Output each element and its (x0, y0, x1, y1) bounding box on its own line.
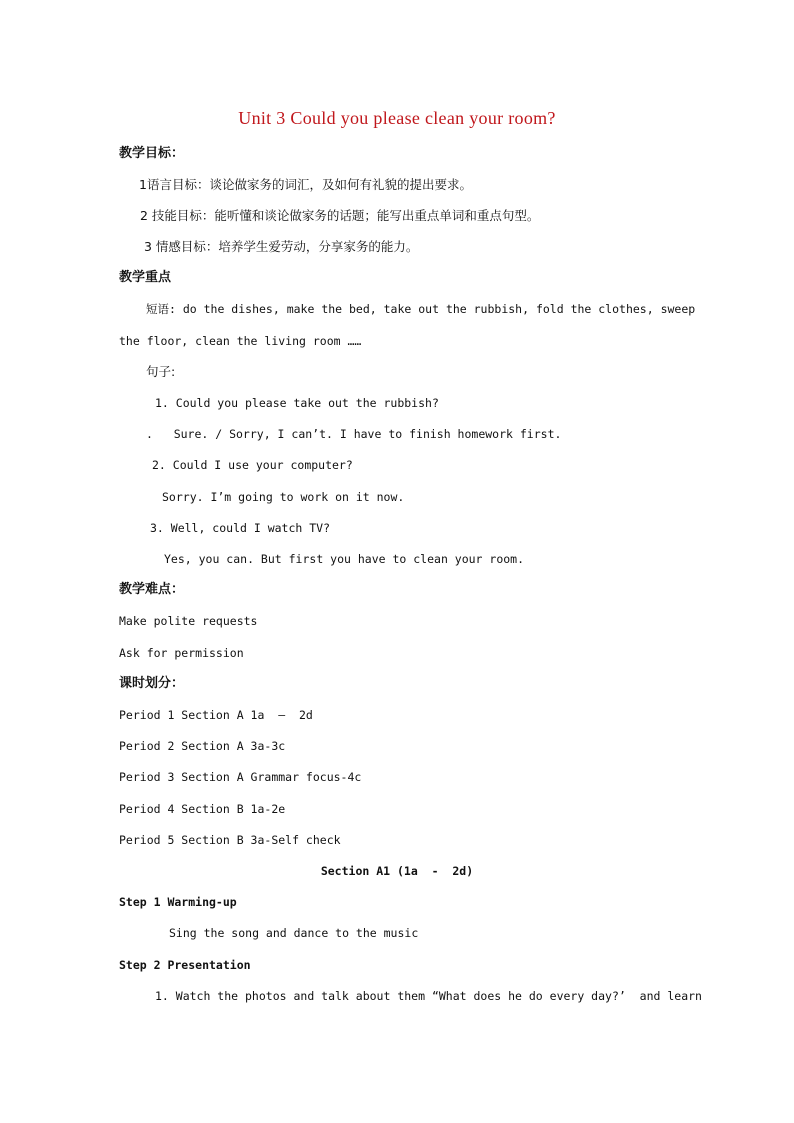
sentence-line: 1. Could you please take out the rubbish? (155, 396, 439, 410)
sentences-label: 句子: (146, 364, 176, 379)
difficulties-heading: 教学难点： (119, 582, 185, 597)
objective-item: 3 情感目标：培养学生爱劳动，分享家务的能力。 (144, 239, 419, 254)
sentence-line: 3. Well, could I watch TV? (150, 521, 331, 535)
section-heading: Section A1 (1a - 2d) (320, 864, 474, 878)
objective-item: 1语言目标：谈论做家务的词汇，及如何有礼貌的提出要求。 (139, 177, 472, 192)
key-points-heading: 教学重点 (119, 270, 172, 285)
period-item: Period 1 Section A 1a – 2d (119, 708, 313, 722)
objective-item: 2 技能目标：能听懂和谈论做家务的话题；能写出重点单词和重点句型。 (140, 208, 540, 223)
period-item: Period 4 Section B 1a-2e (119, 802, 286, 816)
sentence-line: Yes, you can. But first you have to clean your room. (164, 552, 525, 566)
step-text: Sing the song and dance to the music (169, 926, 419, 940)
period-item: Period 3 Section A Grammar focus-4c (119, 770, 362, 784)
difficulty-item: Ask for permission (119, 646, 244, 660)
period-item: Period 2 Section A 3a-3c (119, 739, 286, 753)
periods-heading: 课时划分： (119, 676, 185, 691)
phrases-line: the floor, clean the living room …… (119, 334, 362, 348)
document-title: Unit 3 Could you please clean your room? (238, 108, 556, 128)
step-heading: Step 2 Presentation (119, 958, 251, 972)
difficulty-item: Make polite requests (119, 614, 258, 628)
objectives-heading: 教学目标： (119, 146, 185, 161)
step-text: 1. Watch the photos and talk about them “What does he do every day?’ and learn (155, 989, 702, 1003)
sentence-line: Sorry. I’m going to work on it now. (162, 490, 405, 504)
phrases-line: 短语: do the dishes, make the bed, take out the rubbish, fold the clothes, sweep (146, 302, 696, 316)
sentence-line: . Sure. / Sorry, I can’t. I have to finish homework first. (146, 427, 562, 441)
sentence-line: 2. Could I use your computer? (152, 458, 353, 472)
period-item: Period 5 Section B 3a-Self check (119, 833, 341, 847)
step-heading: Step 1 Warming-up (119, 895, 237, 909)
